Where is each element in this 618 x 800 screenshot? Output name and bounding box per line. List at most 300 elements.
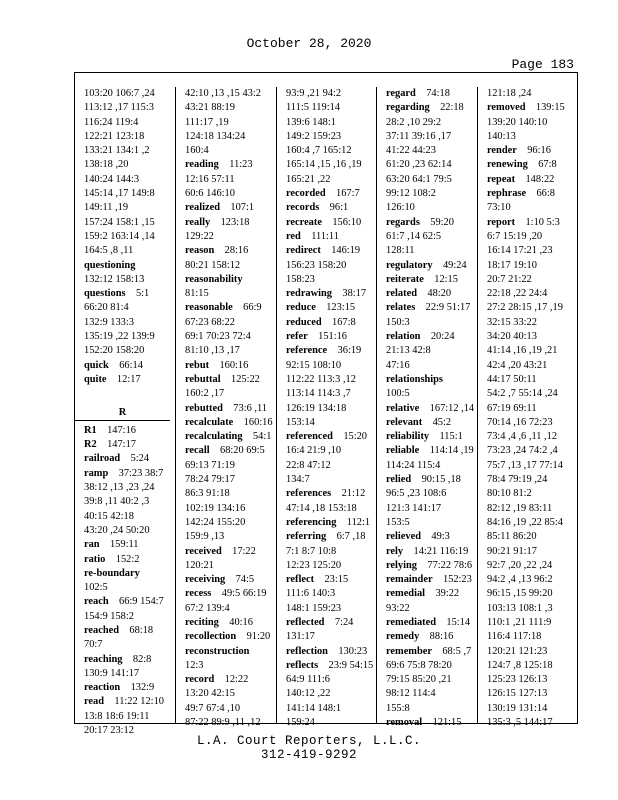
index-page-refs: 115:1 — [439, 431, 463, 443]
index-entry — [185, 201, 276, 215]
footer-phone: 312-419-9292 — [260, 748, 357, 762]
index-continuation — [84, 481, 176, 495]
index-entry — [84, 538, 176, 552]
index-term: recalculating — [185, 431, 243, 443]
index-page-refs: 66:9 — [243, 302, 262, 314]
index-entry — [286, 230, 377, 244]
index-entry — [386, 716, 477, 730]
index-entry — [286, 645, 377, 659]
index-entry — [84, 467, 176, 481]
index-page-refs: 92:15 108:10 — [286, 359, 342, 371]
index-continuation — [286, 101, 377, 115]
index-page-refs: 98:12 114:4 — [386, 688, 436, 700]
index-entry — [84, 624, 176, 638]
index-page-refs: 80:10 81:2 — [487, 488, 532, 500]
index-continuation — [386, 158, 477, 172]
index-continuation — [386, 673, 477, 687]
index-entry — [84, 695, 176, 709]
index-term: ran — [84, 539, 100, 551]
index-entry — [286, 659, 377, 673]
index-page-refs: 12:15 — [434, 273, 458, 285]
index-page-refs: 54:2 ,7 55:14 ,24 — [487, 388, 558, 400]
index-page-refs: 79:15 85:20 ,21 — [386, 674, 452, 686]
index-entry — [286, 301, 377, 315]
index-continuation — [84, 130, 176, 144]
index-page-refs: 123:18 — [220, 216, 250, 228]
index-page-refs: 34:20 40:13 — [487, 331, 537, 343]
index-continuation — [185, 87, 276, 101]
index-page-refs: 54:1 — [252, 431, 272, 443]
index-page-refs: 12:17 — [116, 373, 141, 385]
index-page-refs: 38:17 — [342, 288, 367, 300]
index-term: reasonability — [185, 273, 243, 285]
index-continuation — [487, 430, 578, 444]
index-continuation — [185, 173, 276, 187]
index-continuation — [286, 402, 377, 416]
index-term: rephrase — [487, 188, 527, 200]
index-page-refs: 153:5 — [386, 516, 410, 528]
index-continuation — [386, 387, 477, 401]
index-entry — [286, 344, 377, 358]
index-continuation — [84, 273, 176, 287]
index-entry — [185, 373, 276, 387]
index-page-refs: 21:12 — [341, 488, 366, 500]
index-page-refs: 114:24 115:4 — [386, 459, 441, 471]
index-blank-line — [84, 387, 176, 401]
index-page-refs: 103:13 108:1 ,3 — [487, 602, 553, 614]
index-page-refs: 128:11 — [386, 245, 415, 257]
index-page-refs: 39:8 ,11 40:2 ,3 — [84, 496, 150, 508]
index-page-refs: 23:9 54:15 — [328, 659, 374, 671]
index-continuation — [487, 716, 578, 730]
index-page-refs: 160:4 ,7 165:12 — [286, 145, 352, 157]
index-page-refs: 6:7 ,18 — [336, 531, 366, 543]
index-term: reflects — [286, 659, 319, 671]
index-term: quite — [84, 373, 107, 385]
index-page-refs: 114:14 ,19 — [429, 445, 474, 457]
index-page-refs: 149:2 159:23 — [286, 130, 342, 142]
index-entry — [386, 430, 477, 444]
index-term: rebut — [185, 359, 210, 371]
index-continuation — [185, 187, 276, 201]
index-page-refs: 81:15 — [185, 288, 209, 300]
index-page-refs: 125:22 — [231, 373, 260, 385]
index-term: remediated — [386, 616, 437, 628]
index-page-refs: 121:18 ,24 — [487, 88, 532, 99]
index-page-refs: 156:10 — [332, 216, 362, 228]
index-entry — [185, 430, 276, 444]
index-continuation — [286, 545, 377, 559]
index-entry — [84, 424, 176, 438]
index-page-refs: 48:20 — [427, 288, 452, 300]
index-page-refs: 120:21 — [185, 559, 214, 571]
index-page-refs: 124:7 ,8 125:18 — [487, 659, 553, 671]
index-continuation — [185, 259, 276, 273]
index-page-refs: 113:12 ,17 115:3 — [84, 102, 154, 114]
index-page-refs: 93:9 ,21 94:2 — [286, 88, 342, 99]
index-page-refs: 111:5 119:14 — [286, 102, 340, 114]
index-page-refs: 67:8 — [538, 159, 557, 171]
index-page-refs: 112:22 113:3 ,12 — [286, 373, 356, 385]
index-page-refs: 13:8 18:6 19:11 — [84, 710, 150, 722]
index-entry — [185, 645, 276, 659]
index-page-refs: 158:23 — [286, 273, 315, 285]
index-frame — [74, 72, 578, 737]
index-continuation — [185, 344, 276, 358]
index-entry — [487, 173, 578, 187]
index-term: recorded — [286, 188, 326, 200]
index-page-refs: 22:18 ,22 24:4 — [487, 288, 548, 300]
index-term: records — [286, 202, 320, 214]
index-term: relieved — [386, 531, 422, 543]
index-continuation — [487, 673, 578, 687]
index-page-refs: 68:5 ,7 — [442, 645, 472, 657]
index-entry — [386, 416, 477, 430]
index-continuation — [84, 316, 176, 330]
index-page-refs: 17:22 — [232, 545, 256, 557]
index-term: relying — [386, 559, 417, 571]
index-entry — [185, 616, 276, 630]
index-continuation — [286, 387, 377, 401]
index-page-refs: 11:23 — [229, 159, 253, 171]
index-page-refs: 12:22 — [224, 674, 249, 686]
index-page-refs: 74:18 — [426, 88, 450, 99]
index-term: reduce — [286, 302, 316, 314]
index-term: references — [286, 488, 332, 500]
index-term: related — [386, 288, 417, 300]
index-continuation — [286, 359, 377, 373]
index-term: record — [185, 674, 215, 686]
index-entry — [286, 216, 377, 230]
index-page-refs: 96:5 ,23 108:6 — [386, 488, 447, 500]
index-page-refs: 78:4 79:19 ,24 — [487, 474, 548, 486]
index-page-refs: 43:20 ,24 50:20 — [84, 524, 150, 536]
index-page-refs: 167:12 ,14 — [429, 402, 475, 414]
index-page-refs: 131:17 — [286, 631, 315, 643]
index-term: regards — [386, 216, 420, 228]
index-page-refs: 81:10 ,13 ,17 — [185, 345, 240, 357]
index-term: reflection — [286, 645, 328, 657]
index-page-refs: 67:23 68:22 — [185, 316, 235, 328]
index-continuation — [487, 344, 578, 358]
index-term: reconstruction — [185, 645, 250, 657]
index-entry — [84, 452, 176, 466]
index-page-refs: 73:10 — [487, 202, 511, 214]
index-continuation — [84, 158, 176, 172]
index-entry — [487, 158, 578, 172]
index-page-refs: 68:18 — [129, 624, 154, 636]
index-term: reliability — [386, 431, 430, 443]
index-continuation — [487, 659, 578, 673]
index-page-refs: 152:23 — [442, 574, 472, 586]
index-continuation — [286, 673, 377, 687]
index-entry — [286, 330, 377, 344]
index-page-refs: 147:17 — [107, 439, 136, 451]
index-entry — [286, 516, 377, 530]
index-entry — [185, 573, 276, 587]
index-entry — [286, 287, 377, 301]
index-page-refs: 18:17 19:10 — [487, 259, 537, 271]
index-page-refs: 41:14 ,16 ,19 ,21 — [487, 345, 558, 357]
index-continuation — [185, 330, 276, 344]
index-continuation — [185, 387, 276, 401]
index-continuation — [386, 173, 477, 187]
index-entry — [286, 487, 377, 501]
index-page-refs: 63:20 64:1 79:5 — [386, 173, 452, 185]
index-page-refs: 70:7 — [84, 639, 103, 651]
index-page-refs: 152:20 158:20 — [84, 345, 145, 357]
index-continuation — [84, 581, 176, 595]
index-continuation — [185, 130, 276, 144]
index-continuation — [185, 559, 276, 573]
index-entry — [185, 359, 276, 373]
index-page-refs: 5:24 — [130, 453, 150, 465]
index-entry — [286, 530, 377, 544]
index-page-refs: 154:9 158:2 — [84, 610, 134, 622]
index-page-refs: 22:18 — [440, 102, 464, 114]
index-continuation — [386, 516, 477, 530]
index-page-refs: 80:21 158:12 — [185, 259, 241, 271]
index-page-refs: 44:17 50:11 — [487, 373, 537, 385]
index-page-refs: 156:23 158:20 — [286, 259, 347, 271]
index-continuation — [286, 130, 377, 144]
index-continuation — [386, 459, 477, 473]
index-page-refs: 134:7 — [286, 474, 310, 486]
index-continuation — [84, 610, 176, 624]
index-entry — [185, 301, 276, 315]
index-page-refs: 64:9 111:6 — [286, 674, 330, 686]
index-page-refs: 148:22 — [525, 173, 555, 185]
index-page-refs: 69:13 71:19 — [185, 459, 235, 471]
index-page-refs: 132:12 158:13 — [84, 273, 145, 285]
index-page-refs: 49:24 — [442, 259, 467, 271]
index-page-refs: 125:23 126:13 — [487, 674, 548, 686]
index-continuation — [487, 230, 578, 244]
index-continuation — [286, 716, 377, 730]
index-term: recess — [185, 588, 212, 600]
index-continuation — [487, 402, 578, 416]
index-term: removed — [487, 102, 526, 114]
index-page-refs: 121:3 141:17 — [386, 502, 442, 514]
index-entry — [185, 158, 276, 172]
index-term: repeat — [487, 173, 516, 185]
index-term: referenced — [286, 431, 333, 443]
index-page-refs: 59:20 — [430, 216, 454, 228]
index-page-refs: 151:16 — [318, 331, 347, 343]
index-entry — [487, 101, 578, 115]
index-continuation — [84, 495, 176, 509]
index-page-refs: 40:15 42:18 — [84, 510, 134, 522]
index-term: render — [487, 145, 517, 157]
index-continuation — [487, 87, 578, 101]
index-page-refs: 130:9 141:17 — [84, 667, 140, 679]
index-continuation — [487, 273, 578, 287]
index-entry — [84, 359, 176, 373]
index-entry — [487, 216, 578, 230]
index-page-refs: 159:2 163:14 ,14 — [84, 230, 155, 242]
index-page-refs: 66:20 81:4 — [84, 302, 129, 314]
index-page-refs: 112:1 — [346, 516, 371, 528]
index-page-refs: 84:16 ,19 ,22 85:4 — [487, 516, 563, 528]
index-page-refs: 42:10 ,13 ,15 43:2 — [185, 88, 261, 99]
index-continuation — [487, 116, 578, 130]
index-term: relation — [386, 331, 421, 343]
index-continuation — [84, 101, 176, 115]
index-page-refs: 86:3 91:18 — [185, 488, 230, 500]
index-continuation — [487, 201, 578, 215]
index-page-refs: 22:9 51:17 — [425, 302, 471, 314]
index-continuation — [487, 516, 578, 530]
index-page-refs: 140:13 — [487, 130, 516, 142]
index-continuation — [487, 687, 578, 701]
index-page-refs: 135:19 ,22 139:9 — [84, 331, 155, 343]
index-continuation — [386, 502, 477, 516]
index-continuation — [286, 444, 377, 458]
footer-company: L.A. Court Reporters, L.L.C. — [196, 734, 422, 748]
index-term: reach — [84, 596, 109, 608]
index-page-refs: 13:20 42:15 — [185, 688, 235, 700]
index-page-refs: 47:16 — [386, 359, 410, 371]
index-page-refs: 167:7 — [336, 188, 360, 200]
index-continuation — [185, 659, 276, 673]
index-term: reached — [84, 624, 120, 636]
index-page-refs: 7:1 8:7 10:8 — [286, 545, 337, 557]
index-page-refs: 73:6 ,11 — [233, 402, 267, 414]
index-page-refs: 47:14 ,18 153:18 — [286, 502, 357, 514]
index-page-refs: 61:20 ,23 62:14 — [386, 159, 452, 171]
index-continuation — [386, 201, 477, 215]
index-term: ramp — [84, 467, 109, 479]
index-continuation — [286, 273, 377, 287]
index-page-refs: 21:13 42:8 — [386, 345, 431, 357]
index-term: relevant — [386, 416, 423, 428]
index-continuation — [487, 459, 578, 473]
index-term: recall — [185, 445, 210, 457]
index-entry — [386, 301, 477, 315]
index-page-refs: 37:11 39:16 ,17 — [386, 130, 452, 142]
index-entry — [286, 573, 377, 587]
index-page-refs: 107:1 — [230, 202, 255, 214]
index-continuation — [84, 510, 176, 524]
index-page-refs: 122:21 123:18 — [84, 130, 145, 142]
index-page-refs: 74:5 — [235, 574, 255, 586]
page-number: Page 183 — [511, 57, 574, 72]
index-entry — [84, 681, 176, 695]
index-continuation — [487, 602, 578, 616]
index-term: removal — [386, 717, 423, 729]
index-page-refs: 28:2 ,10 29:2 — [386, 116, 442, 128]
index-page-refs: 67:19 69:11 — [487, 402, 537, 414]
index-page-refs: 116:4 117:18 — [487, 631, 542, 643]
index-page-refs: 7:24 — [334, 616, 354, 628]
index-page-refs: 66:9 154:7 — [119, 596, 164, 608]
index-page-refs: 157:24 158:1 ,15 — [84, 216, 155, 228]
index-continuation — [286, 259, 377, 273]
index-page-refs: 69:1 70:23 72:4 — [185, 331, 251, 343]
index-page-refs: 16:14 17:21 ,23 — [487, 245, 553, 257]
index-continuation — [185, 316, 276, 330]
index-term: remedial — [386, 588, 426, 600]
index-page-refs: 160:4 — [185, 145, 209, 157]
index-page-refs: 96:1 — [329, 202, 349, 214]
index-page-refs: 92:7 ,20 ,22 ,24 — [487, 559, 553, 571]
index-page-refs: 123:15 — [326, 302, 356, 314]
index-term: reference — [286, 345, 328, 357]
index-term: received — [185, 545, 222, 557]
index-term: reflected — [286, 616, 325, 628]
index-continuation — [487, 573, 578, 587]
index-continuation — [84, 216, 176, 230]
index-continuation — [286, 116, 377, 130]
index-entry — [84, 567, 176, 581]
index-continuation — [487, 330, 578, 344]
index-continuation — [487, 587, 578, 601]
index-term: remainder — [386, 574, 433, 586]
index-page-refs: 140:24 144:3 — [84, 173, 140, 185]
index-term: R1 — [84, 424, 97, 436]
index-page-refs: 148:1 159:23 — [286, 602, 342, 614]
index-page-refs: 130:19 131:14 — [487, 702, 548, 714]
index-page-refs: 90:21 91:17 — [487, 545, 537, 557]
index-page-refs: 15:20 — [343, 431, 367, 443]
index-continuation — [84, 244, 176, 258]
index-entry — [386, 545, 477, 559]
index-page-refs: 121:15 — [432, 717, 462, 729]
index-entry — [84, 595, 176, 609]
index-page-refs: 126:15 127:13 — [487, 688, 548, 700]
index-continuation — [185, 687, 276, 701]
index-continuation — [185, 702, 276, 716]
index-page-refs: 167:8 — [332, 316, 356, 328]
index-term: relates — [386, 302, 416, 314]
index-continuation — [487, 287, 578, 301]
index-page-refs: 28:16 — [224, 245, 249, 257]
index-term: quick — [84, 359, 109, 371]
index-continuation — [286, 416, 377, 430]
index-term: recreate — [286, 216, 322, 228]
index-continuation — [487, 301, 578, 315]
index-continuation — [386, 359, 477, 373]
index-continuation — [487, 259, 578, 273]
index-page-refs: 113:14 114:3 ,7 — [286, 388, 351, 400]
index-continuation — [386, 659, 477, 673]
index-page-refs: 42:4 ,20 43:21 — [487, 359, 548, 371]
index-entry — [185, 402, 276, 416]
index-entry — [286, 316, 377, 330]
index-page-refs: 135:3 ,5 144:17 — [487, 717, 553, 729]
index-page-refs: 45:2 — [432, 416, 452, 428]
index-continuation — [487, 702, 578, 716]
index-continuation — [286, 473, 377, 487]
index-page-refs: 11:22 12:10 — [114, 696, 164, 708]
index-entry — [386, 402, 477, 416]
index-page-refs: 20:7 21:22 — [487, 273, 532, 285]
index-entry — [185, 587, 276, 601]
index-page-refs: 5:1 — [135, 288, 150, 300]
index-page-refs: 132:9 133:3 — [84, 316, 134, 328]
index-continuation — [487, 387, 578, 401]
index-entry — [286, 616, 377, 630]
index-continuation — [286, 87, 377, 101]
index-entry — [386, 630, 477, 644]
index-term: questions — [84, 288, 126, 300]
index-term: regarding — [386, 102, 430, 114]
index-continuation — [84, 344, 176, 358]
index-page-refs: 139:15 — [535, 102, 565, 114]
index-continuation — [386, 144, 477, 158]
index-page-refs: 66:14 — [119, 359, 143, 371]
index-page-refs: 49:7 67:4 ,10 — [185, 702, 241, 714]
